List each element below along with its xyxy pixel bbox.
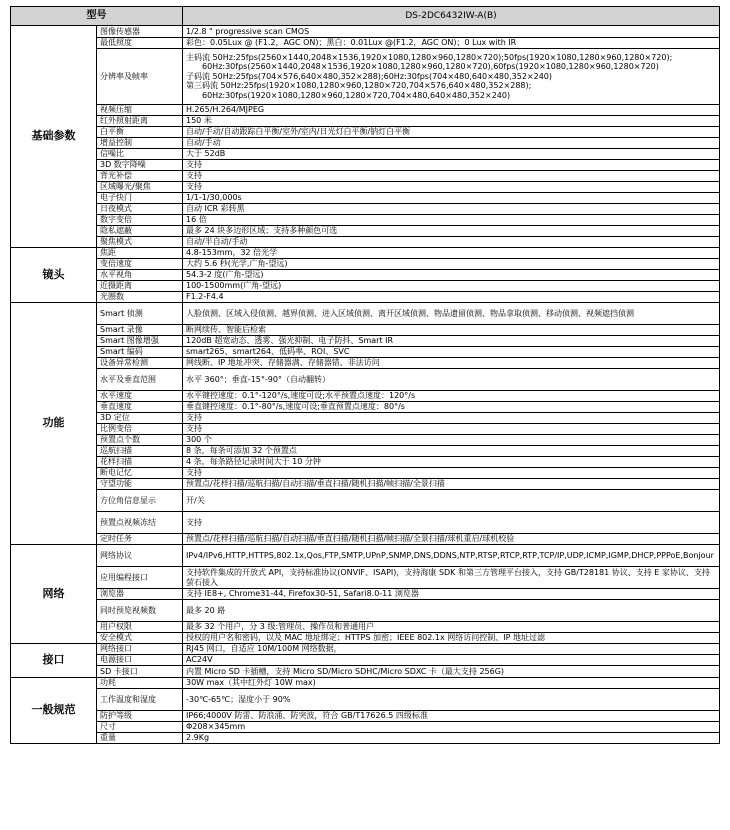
spec-value-line: RJ45 网口，自适应 10M/100M 网络数据， <box>186 644 342 654</box>
spec-value-line: 支持 <box>186 517 202 527</box>
spec-row <box>11 655 720 666</box>
spec-value <box>183 424 720 435</box>
spec-row <box>11 303 720 325</box>
spec-row <box>11 105 720 116</box>
spec-row <box>11 512 720 534</box>
spec-label: 网络协议 <box>97 545 183 567</box>
spec-label: 红外照射距离 <box>97 116 183 127</box>
spec-label: 焦距 <box>97 248 183 259</box>
spec-row <box>11 479 720 490</box>
spec-value <box>183 545 720 567</box>
spec-row <box>11 402 720 413</box>
spec-row <box>11 369 720 391</box>
spec-label: SD 卡接口 <box>97 666 183 678</box>
spec-value <box>183 149 720 160</box>
spec-value <box>183 490 720 512</box>
spec-label: 信噪比 <box>97 149 183 160</box>
spec-value <box>183 292 720 303</box>
spec-value <box>183 413 720 424</box>
spec-value-line: 1/2.8 " progressive scan CMOS <box>186 26 310 36</box>
spec-label: 增益控制 <box>97 138 183 149</box>
spec-value <box>183 160 720 171</box>
spec-value-line: 2.9Kg <box>186 733 210 743</box>
spec-value-line: 最多 24 块多边形区域；支持多种颜色可选 <box>186 226 338 236</box>
spec-row <box>11 116 720 127</box>
spec-value-line: 授权的用户名和密码，以及 MAC 地址绑定；HTTPS 加密；IEEE 802.1x 网络访问控制、IP 地址过滤 <box>186 633 545 643</box>
spec-value-line: 支持 <box>186 182 202 192</box>
spec-row <box>11 193 720 204</box>
spec-label: 巡航扫描 <box>97 446 183 457</box>
spec-label: 断电记忆 <box>97 468 183 479</box>
spec-value-line: 自动/手动 <box>186 138 221 148</box>
spec-row <box>11 711 720 722</box>
spec-value <box>183 38 720 49</box>
spec-value-line: 垂直键控速度：0.1°-80°/s,速度可设;垂直预置点速度：80°/s <box>186 402 405 412</box>
spec-value-line: 内置 Micro SD 卡插槽，支持 Micro SD/Micro SDHC/Micro SDXC 卡（最大支持 256G) <box>186 666 505 676</box>
spec-value-line: smart265、smart264、低码率、ROI、SVC <box>186 347 350 357</box>
spec-value <box>183 336 720 347</box>
spec-value <box>183 391 720 402</box>
spec-value <box>183 237 720 248</box>
spec-label: 近摄距离 <box>97 281 183 292</box>
spec-value <box>183 633 720 644</box>
spec-label: 聚焦模式 <box>97 237 183 248</box>
spec-label: 白平衡 <box>97 127 183 138</box>
spec-value-line: 断网续传、智能后检索 <box>186 325 266 335</box>
spec-value <box>183 347 720 358</box>
spec-label: 垂直速度 <box>97 402 183 413</box>
spec-label: 预置点个数 <box>97 435 183 446</box>
spec-value-line: 大约 5.6 秒(光学,广角-望远) <box>186 259 288 269</box>
spec-label: 电源接口 <box>97 655 183 666</box>
spec-value-line: H.265/H.264/MJPEG <box>186 105 265 115</box>
spec-value-line: 8 条，每条可添加 32 个预置点 <box>186 446 297 456</box>
spec-value <box>183 402 720 413</box>
spec-label: 比例变倍 <box>97 424 183 435</box>
spec-label: 安全模式 <box>97 633 183 644</box>
spec-row <box>11 666 720 678</box>
spec-row <box>11 689 720 711</box>
section-title: 接口 <box>11 644 97 678</box>
spec-value-line: 4.8-153mm，32 倍光学 <box>186 248 278 258</box>
spec-table <box>10 6 720 744</box>
spec-label: 3D 定位 <box>97 413 183 424</box>
spec-value <box>183 127 720 138</box>
spec-row <box>11 26 720 38</box>
spec-row <box>11 633 720 644</box>
spec-row <box>11 722 720 733</box>
spec-row <box>11 545 720 567</box>
spec-value-line: 60Hz:30fps(2560×1440,2048×1536,1920×1080,1280×960,1280×720),60fps(1920×1080,1280×960,1280×720) <box>186 62 659 72</box>
spec-row <box>11 259 720 270</box>
spec-row <box>11 468 720 479</box>
spec-row <box>11 413 720 424</box>
spec-row <box>11 446 720 457</box>
spec-label: Smart 录像 <box>97 325 183 336</box>
spec-label: 水平视角 <box>97 270 183 281</box>
spec-value-line: 16 倍 <box>186 215 207 225</box>
spec-label: 最低照度 <box>97 38 183 49</box>
spec-row <box>11 281 720 292</box>
spec-row <box>11 248 720 259</box>
spec-label: 视频压缩 <box>97 105 183 116</box>
spec-value-line: 150 米 <box>186 116 212 126</box>
spec-table-body <box>11 7 720 744</box>
spec-row <box>11 171 720 182</box>
spec-row <box>11 534 720 545</box>
spec-value-line: IP66;4000V 防雷、防浪涌、防突波，符合 GB/T17626.5 四级标准 <box>186 711 428 721</box>
spec-row <box>11 138 720 149</box>
spec-value <box>183 138 720 149</box>
spec-row <box>11 644 720 655</box>
spec-label: 电子快门 <box>97 193 183 204</box>
spec-value-line: 支持 <box>186 413 202 423</box>
spec-value-line: 水平键控速度：0.1°-120°/s,速度可设;水平预置点速度：120°/s <box>186 391 416 401</box>
spec-label: 区域曝光/聚焦 <box>97 182 183 193</box>
spec-row <box>11 182 720 193</box>
spec-value <box>183 325 720 336</box>
spec-value-line: 人脸侦测、区域入侵侦测、越界侦测、进入区域侦测、离开区域侦测、物品遗留侦测、物品拿取侦测、移动侦测、视频遮挡侦测 <box>186 308 634 318</box>
spec-value-line: 支持 <box>186 468 202 478</box>
spec-label: 防护等级 <box>97 711 183 722</box>
spec-row <box>11 149 720 160</box>
spec-label: 预置点视频冻结 <box>97 512 183 534</box>
spec-value-line: 彩色：0.05Lux @ (F1.2，AGC ON)；黑白：0.01Lux @(F1.2，AGC ON)；0 Lux with IR <box>186 38 517 48</box>
spec-value <box>183 689 720 711</box>
spec-value-line: 自动/半自动/手动 <box>186 237 248 247</box>
spec-row <box>11 435 720 446</box>
spec-label: 水平及垂直范围 <box>97 369 183 391</box>
spec-value <box>183 534 720 545</box>
spec-value-line: Φ208×345mm <box>186 722 246 732</box>
spec-value-line: 30W max（其中红外灯 10W max) <box>186 678 316 688</box>
section-title: 镜头 <box>11 248 97 303</box>
spec-value-line: 支持 IE8+, Chrome31-44, Firefox30-51, Safari8.0-11 浏览器 <box>186 589 419 599</box>
spec-row <box>11 733 720 744</box>
spec-label: 工作温度和湿度 <box>97 689 183 711</box>
spec-row <box>11 204 720 215</box>
spec-label: 用户权限 <box>97 622 183 633</box>
spec-label: 水平速度 <box>97 391 183 402</box>
spec-value <box>183 711 720 722</box>
spec-row <box>11 270 720 281</box>
header-row <box>11 7 720 26</box>
spec-row <box>11 127 720 138</box>
spec-label: 隐私遮蔽 <box>97 226 183 237</box>
spec-label: 方位角信息显示 <box>97 490 183 512</box>
spec-label: 网络接口 <box>97 644 183 655</box>
spec-value <box>183 248 720 259</box>
spec-value-line: -30℃-65℃；湿度小于 90% <box>186 694 291 704</box>
spec-label: 日夜模式 <box>97 204 183 215</box>
spec-value <box>183 204 720 215</box>
spec-value-line: 1/1-1/30,000s <box>186 193 242 203</box>
spec-value-line: 最多 20 路 <box>186 605 226 615</box>
spec-row <box>11 457 720 468</box>
spec-value-line: 300 个 <box>186 435 212 445</box>
spec-label: 尺寸 <box>97 722 183 733</box>
spec-row <box>11 567 720 589</box>
spec-row <box>11 215 720 226</box>
spec-value-line: 支持 <box>186 171 202 181</box>
spec-label: 分辨率及帧率 <box>97 49 183 105</box>
spec-label: 重量 <box>97 733 183 744</box>
model-number: DS-2DC6432IW-A(B) <box>183 7 720 26</box>
spec-row <box>11 292 720 303</box>
spec-value-line: 60Hz:30fps(1920×1080,1280×960,1280×720,704×480,640×480,352×240) <box>186 90 511 100</box>
spec-label: 应用编程接口 <box>97 567 183 589</box>
spec-value <box>183 512 720 534</box>
section-title: 一般规范 <box>11 678 97 744</box>
spec-value <box>183 358 720 369</box>
section-title: 网络 <box>11 545 97 644</box>
spec-label: Smart 侦测 <box>97 303 183 325</box>
spec-value-line: 主码流 50Hz:25fps(2560×1440,2048×1536,1920×1080,1280×960,1280×720);50fps(1920×1080,1280×960,1280×720); <box>186 52 673 62</box>
spec-label: 背光补偿 <box>97 171 183 182</box>
spec-value <box>183 622 720 633</box>
spec-row <box>11 424 720 435</box>
spec-row <box>11 38 720 49</box>
spec-value-line: AC24V <box>186 655 213 665</box>
spec-label: 浏览器 <box>97 589 183 600</box>
spec-row <box>11 600 720 622</box>
spec-label: 同时预览视频数 <box>97 600 183 622</box>
spec-value-line: 第三码流 50Hz:25fps(1920×1080,1280×960,1280×720,704×576,640×480,352×288); <box>186 81 532 91</box>
spec-row <box>11 391 720 402</box>
spec-row <box>11 226 720 237</box>
spec-row <box>11 589 720 600</box>
spec-value <box>183 468 720 479</box>
spec-value <box>183 193 720 204</box>
spec-label: 3D 数字降噪 <box>97 160 183 171</box>
spec-row <box>11 237 720 248</box>
spec-label: 花样扫描 <box>97 457 183 468</box>
spec-value-line: 最多 32 个用户，分 3 级:管理员、操作员和普通用户 <box>186 622 375 632</box>
spec-label: 定时任务 <box>97 534 183 545</box>
spec-row <box>11 160 720 171</box>
spec-value-line: 网线断、IP 地址冲突、存储器满、存储器错、非法访问 <box>186 358 380 368</box>
spec-value-line: 自动/手动/自动跟踪白平衡/室外/室内/日光灯白平衡/钠灯白平衡 <box>186 127 411 137</box>
spec-value-line: 子码流 50Hz:25fps(704×576,640×480,352×288);60Hz:30fps(704×480,640×480,352×240) <box>186 71 553 81</box>
spec-value <box>183 435 720 446</box>
spec-value <box>183 303 720 325</box>
spec-value <box>183 215 720 226</box>
spec-value-line: 支持软件集成的开放式 API，支持标准协议(ONVIF、ISAPI)，支持海康 SDK 和第三方管理平台接入，支持 GB/T28181 协议、支持 E 家协议、支持萤石接入 <box>186 568 710 587</box>
spec-value <box>183 644 720 655</box>
spec-label: 功耗 <box>97 678 183 689</box>
spec-value-line: F1.2-F4.4 <box>186 292 224 302</box>
spec-label: 设备异常检测 <box>97 358 183 369</box>
spec-value-line: 预置点/花样扫描/巡航扫描/自动扫描/垂直扫描/随机扫描/帧扫描/全景扫描 <box>186 479 445 489</box>
spec-value-line: 自动 ICR 彩转黑 <box>186 204 245 214</box>
spec-label: Smart 图像增强 <box>97 336 183 347</box>
spec-value-line: 120dB 超宽动态、透雾、强光抑制、电子防抖、Smart IR <box>186 336 394 346</box>
spec-value <box>183 666 720 678</box>
spec-value <box>183 105 720 116</box>
spec-row <box>11 678 720 689</box>
spec-value <box>183 589 720 600</box>
spec-row <box>11 358 720 369</box>
section-title: 基础参数 <box>11 26 97 248</box>
spec-value <box>183 567 720 589</box>
spec-value <box>183 457 720 468</box>
spec-value-line: 开/关 <box>186 495 205 505</box>
model-label: 型号 <box>11 7 183 26</box>
spec-row <box>11 49 720 105</box>
spec-value <box>183 26 720 38</box>
spec-label: 数字变倍 <box>97 215 183 226</box>
spec-value <box>183 49 720 105</box>
spec-value <box>183 733 720 744</box>
spec-value <box>183 270 720 281</box>
spec-value-line: 水平 360°；垂直-15°-90°（自动翻转） <box>186 374 330 384</box>
spec-value-line: 100-1500mm(广角-望远) <box>186 281 282 291</box>
spec-label: Smart 编码 <box>97 347 183 358</box>
spec-value-line: 4 条，每条路径记录时间大于 10 分钟 <box>186 457 321 467</box>
spec-value <box>183 116 720 127</box>
spec-value <box>183 182 720 193</box>
spec-label: 光圈数 <box>97 292 183 303</box>
spec-row <box>11 347 720 358</box>
spec-value-line: 54.3-2 度(广角-望远) <box>186 270 264 280</box>
spec-value <box>183 655 720 666</box>
spec-value-line: 预置点/花样扫描/巡航扫描/自动扫描/垂直扫描/随机扫描/帧扫描/全景扫描/球机重启/球机校验 <box>186 534 515 544</box>
spec-label: 守望功能 <box>97 479 183 490</box>
spec-value <box>183 171 720 182</box>
spec-value <box>183 446 720 457</box>
spec-row <box>11 490 720 512</box>
spec-value <box>183 259 720 270</box>
spec-value-line: 支持 <box>186 424 202 434</box>
spec-value <box>183 369 720 391</box>
spec-value-line: 大于 52dB <box>186 149 226 159</box>
spec-row <box>11 336 720 347</box>
spec-row <box>11 325 720 336</box>
section-title: 功能 <box>11 303 97 545</box>
spec-value-line: IPv4/IPv6,HTTP,HTTPS,802.1x,Qos,FTP,SMTP,UPnP,SNMP,DNS,DDNS,NTP,RTSP,RTCP,RTP,TCP/IP,UDP,ICMP,IGMP,DHCP,PPPoE,Bonjour <box>186 550 714 560</box>
spec-label: 变倍速度 <box>97 259 183 270</box>
spec-value <box>183 678 720 689</box>
spec-value <box>183 479 720 490</box>
spec-value <box>183 600 720 622</box>
spec-row <box>11 622 720 633</box>
spec-value <box>183 281 720 292</box>
spec-value <box>183 722 720 733</box>
spec-value-line: 支持 <box>186 160 202 170</box>
spec-value <box>183 226 720 237</box>
spec-label: 图像传感器 <box>97 26 183 38</box>
